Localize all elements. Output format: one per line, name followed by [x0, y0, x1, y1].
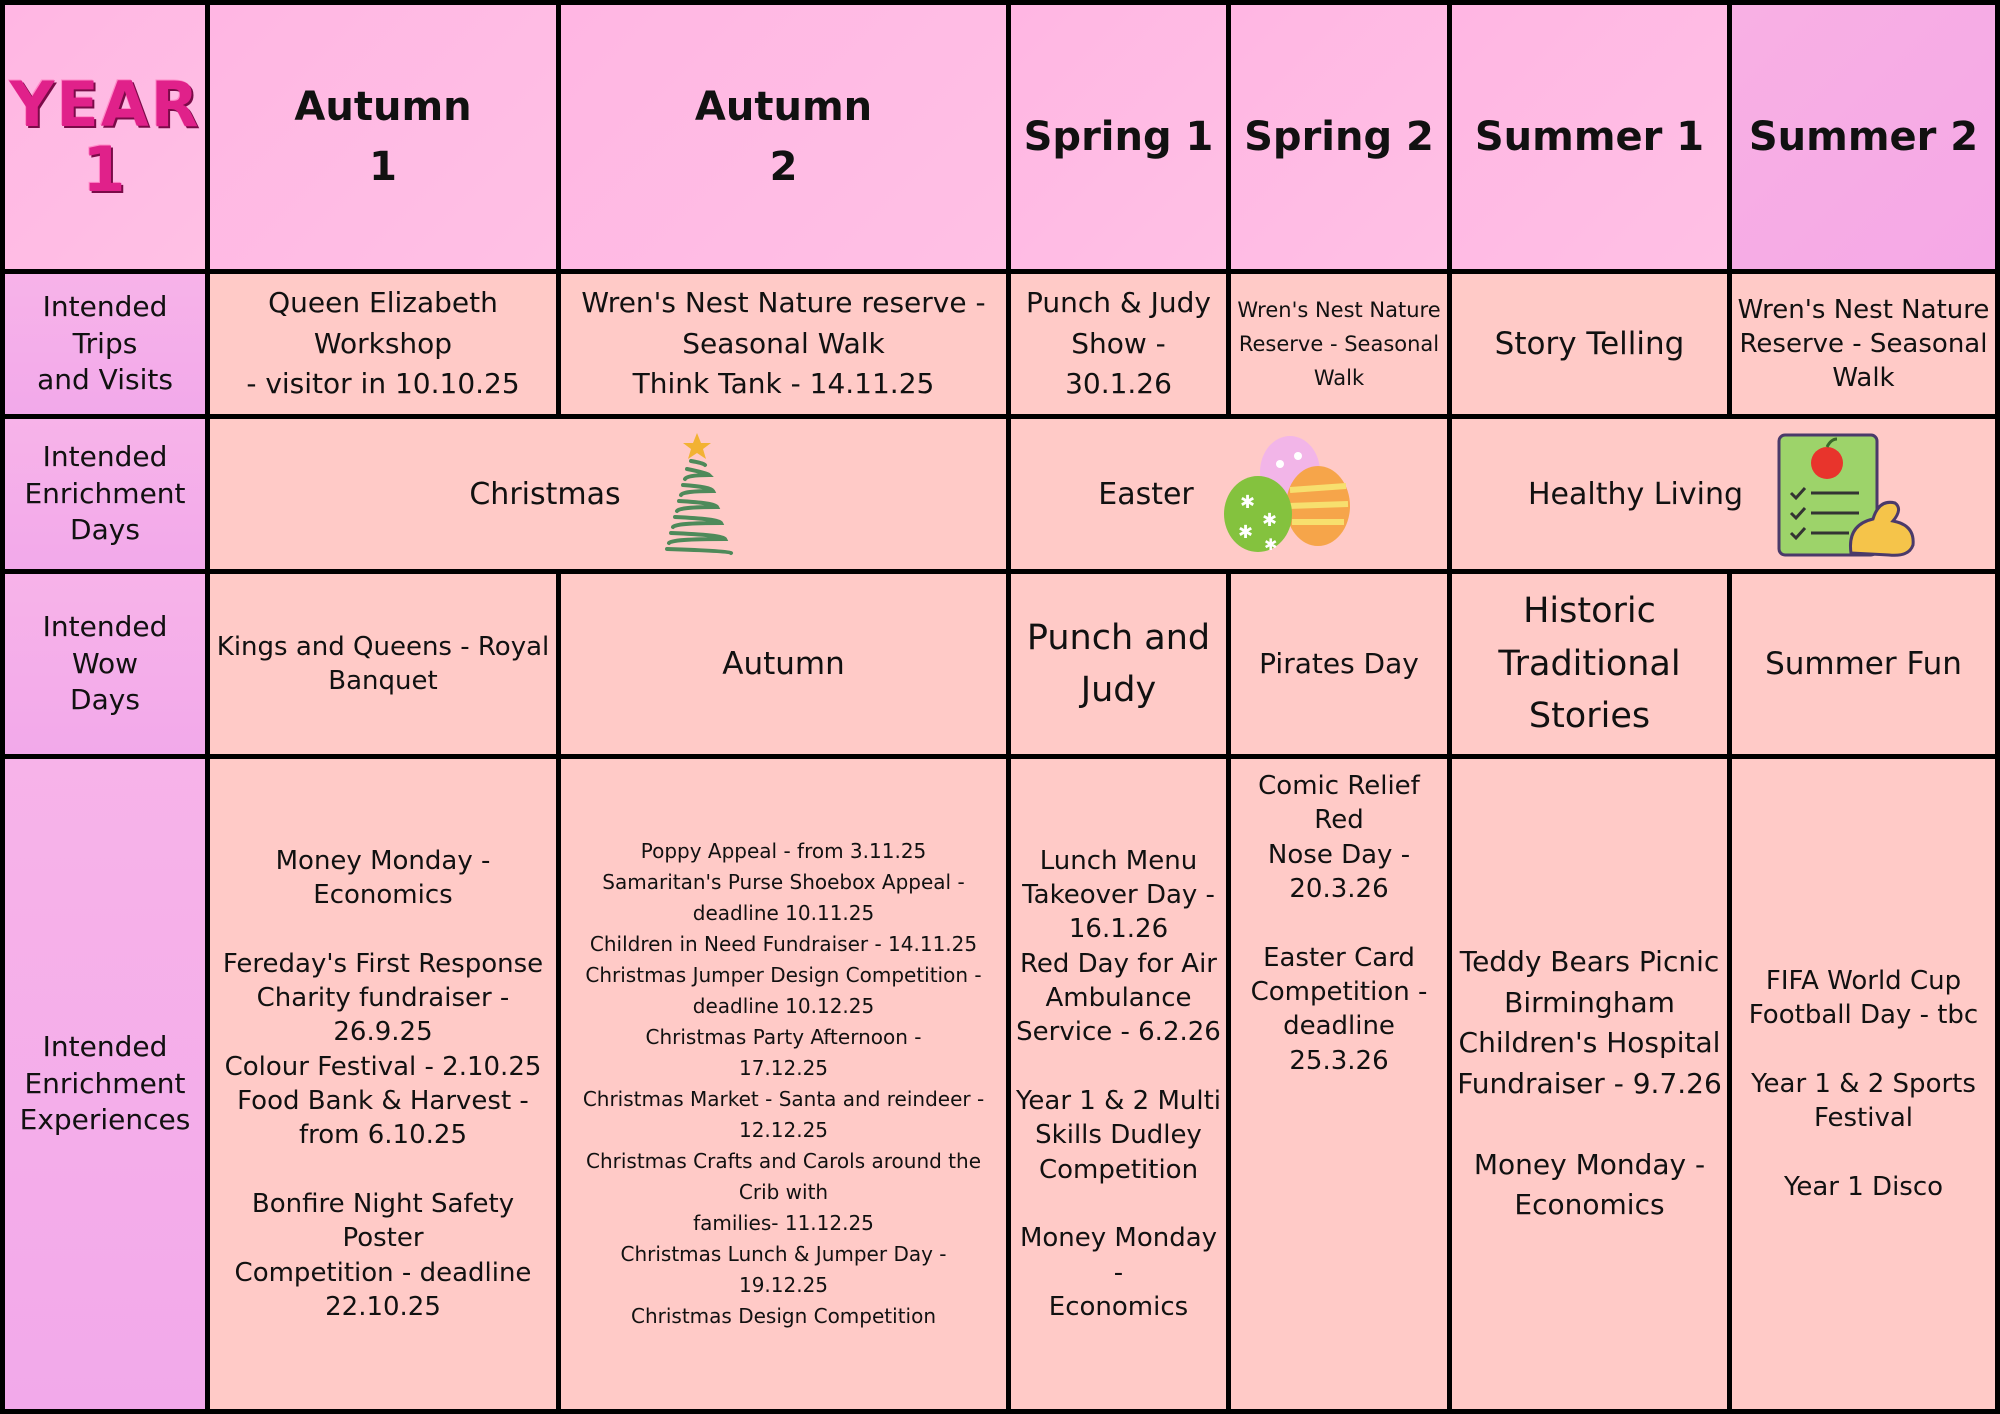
cell-text: Money Monday - Economics Fereday's First Response Charity fundraiser - 26.9.25 Colour Festival - 2.10.25 Food Bank & Harvest - from 6.10.25 Bonfire Night Safety Poster Competition - deadline 22.10.25 — [222, 845, 544, 1322]
column-title: Autumn 1 — [294, 84, 472, 190]
row-label: Intended Trips and Visits — [37, 290, 173, 397]
christmas-tree-icon — [647, 429, 747, 559]
column-title: Summer 2 — [1748, 114, 1979, 160]
row-label-wow-days — [5, 574, 205, 754]
enrichment-christmas — [210, 419, 1006, 569]
trips-cell — [210, 274, 556, 414]
enrichment-healthy-living — [1452, 419, 1995, 569]
experiences-cell — [1231, 759, 1447, 1409]
column-header-spring-2 — [1231, 5, 1447, 269]
experiences-cell — [1732, 759, 1995, 1409]
cell-text: Teddy Bears Picnic Birmingham Children's Hospital Fundraiser - 9.7.26 Money Monday - Economics — [1457, 944, 1722, 1222]
trips-cell — [1011, 274, 1226, 414]
wow-cell — [1732, 574, 1995, 754]
cell-text: Comic Relief Red Nose Day - 20.3.26 Easter Card Competition - deadline 25.3.26 — [1250, 771, 1428, 1076]
wow-cell — [561, 574, 1006, 754]
cell-text: Punch & Judy Show - 30.1.26 — [1025, 286, 1211, 401]
enrichment-label: Healthy Living — [1528, 476, 1743, 512]
column-title: Spring 1 — [1023, 114, 1214, 160]
wow-cell — [1011, 574, 1226, 754]
cell-text: Pirates Day — [1259, 646, 1419, 680]
svg-text:✱: ✱ — [1261, 510, 1277, 531]
column-header-autumn-1 — [210, 5, 556, 269]
cell-text: Poppy Appeal - from 3.11.25 Samaritan's Purse Shoebox Appeal - deadline 10.11.25 Children in Need Fundraiser - 14.11.25 Christmas Jumper Design Competition - deadline 10.12.25 Christmas Party Afternoon - 17.12.25 Christmas Market - Santa and reindeer - 12.12.25 Christmas Crafts and Carols around the Crib with families- 11.12.25 Christmas Lunch & Jumper Day - 19.12.25 Christmas Design Competition — [582, 839, 985, 1328]
experiences-cell — [1011, 759, 1226, 1409]
cell-text: Autumn — [722, 645, 845, 682]
column-title: Spring 2 — [1244, 114, 1434, 160]
cell-text: Wren's Nest Nature Reserve - Seasonal Walk — [1237, 297, 1441, 390]
wow-cell — [210, 574, 556, 754]
cell-text: Wren's Nest Nature reserve - Seasonal Walk Think Tank - 14.11.25 — [581, 286, 986, 401]
trips-cell — [1732, 274, 1995, 414]
enrichment-easter — [1011, 419, 1447, 569]
trips-cell — [1452, 274, 1727, 414]
cell-text: Wren's Nest Nature Reserve - Seasonal Walk — [1737, 294, 1990, 394]
experiences-cell — [561, 759, 1006, 1409]
row-label-enrichment-days — [5, 419, 205, 569]
cell-text: Queen Elizabeth Workshop - visitor in 10.10.25 — [246, 286, 520, 401]
cell-text: Summer Fun — [1765, 645, 1962, 682]
column-header-summer-2 — [1732, 5, 1995, 269]
row-label: Intended Enrichment Experiences — [19, 1030, 191, 1137]
trips-cell — [561, 274, 1006, 414]
row-label: Intended Enrichment Days — [24, 440, 186, 547]
healthy-living-icon — [1769, 429, 1919, 559]
year-title-cell — [5, 5, 205, 269]
year-title: YEAR 1 — [9, 67, 201, 206]
experiences-cell — [210, 759, 556, 1409]
column-title: Autumn 2 — [694, 84, 873, 190]
wow-cell — [1452, 574, 1727, 754]
cell-text: Kings and Queens - Royal Banquet — [216, 631, 550, 696]
row-label: Intended Wow Days — [42, 610, 168, 717]
svg-text:✱: ✱ — [1237, 522, 1253, 543]
experiences-cell — [1452, 759, 1727, 1409]
cell-text: Historic Traditional Stories — [1498, 591, 1681, 737]
wow-cell — [1231, 574, 1447, 754]
column-header-summer-1 — [1452, 5, 1727, 269]
column-header-spring-1 — [1011, 5, 1226, 269]
cell-text: Punch and Judy — [1026, 617, 1211, 710]
cell-text: FIFA World Cup Football Day - tbc Year 1 & 2 Sports Festival Year 1 Disco — [1748, 965, 1979, 1202]
easter-eggs-icon — [1220, 434, 1360, 554]
enrichment-label: Easter — [1098, 476, 1194, 512]
svg-text:✱: ✱ — [1239, 492, 1255, 513]
trips-cell — [1231, 274, 1447, 414]
column-header-autumn-2 — [561, 5, 1006, 269]
row-label-experiences — [5, 759, 205, 1409]
cell-text: Lunch Menu Takeover Day - 16.1.26 Red Day for Air Ambulance Service - 6.2.26 Year 1 & 2 Multi Skills Dudley Competition Money Monday - Economics — [1015, 845, 1222, 1322]
cell-text: Story Telling — [1494, 325, 1685, 362]
enrichment-label: Christmas — [469, 476, 621, 512]
row-label-trips — [5, 274, 205, 414]
column-title: Summer 1 — [1474, 114, 1705, 160]
svg-text:✱: ✱ — [1263, 535, 1278, 554]
